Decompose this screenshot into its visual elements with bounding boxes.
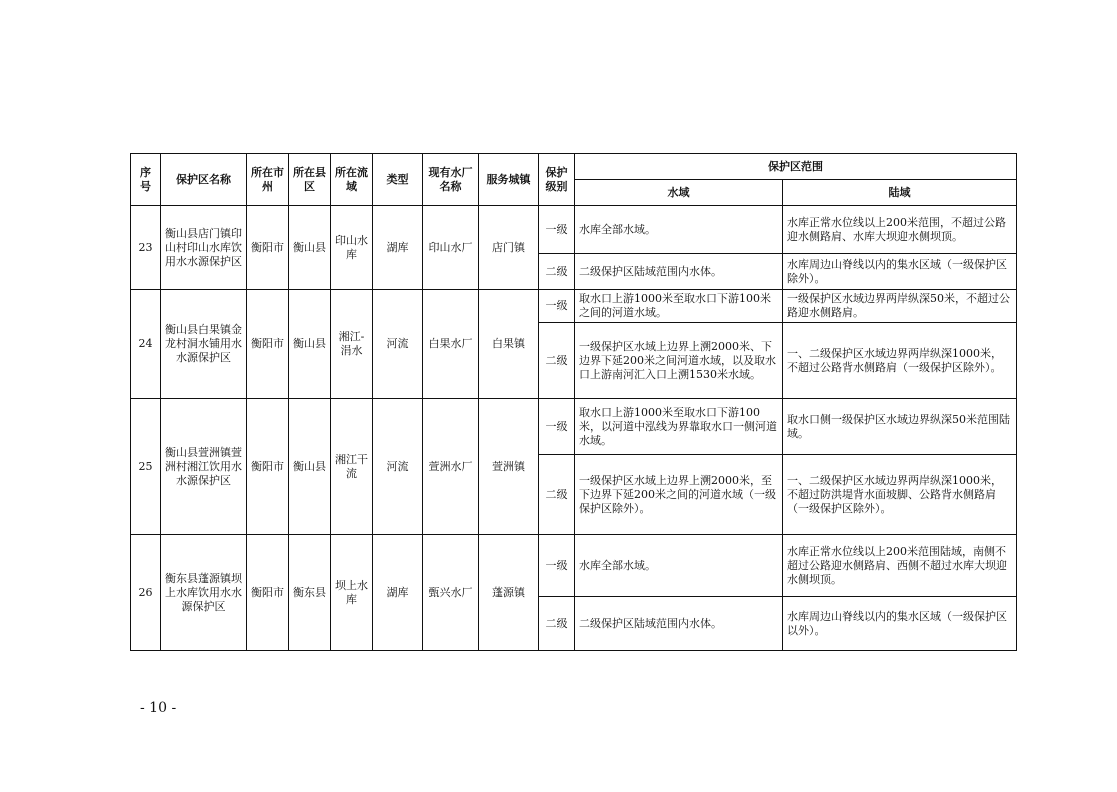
header-city: 所在市州 — [247, 154, 289, 206]
row-name: 衡东县蓬源镇坝上水库饮用水水源保护区 — [161, 535, 247, 651]
row-type: 河流 — [373, 290, 423, 399]
row-level: 一级 — [539, 290, 575, 323]
row-level: 二级 — [539, 597, 575, 651]
row-level: 二级 — [539, 455, 575, 535]
header-level: 保护级别 — [539, 154, 575, 206]
header-town: 服务城镇 — [479, 154, 539, 206]
row-water: 二级保护区陆域范围内水体。 — [575, 597, 783, 651]
row-level: 一级 — [539, 535, 575, 597]
row-land: 取水口侧一级保护区水域边界纵深50米范围陆域。 — [783, 399, 1017, 455]
header-name: 保护区名称 — [161, 154, 247, 206]
header-plant: 现有水厂名称 — [423, 154, 479, 206]
header-seq: 序号 — [131, 154, 161, 206]
header-water: 水域 — [575, 180, 783, 206]
table-row — [131, 399, 1017, 455]
row-plant: 甄兴水厂 — [423, 535, 479, 651]
header-type: 类型 — [373, 154, 423, 206]
row-basin: 湘江-涓水 — [331, 290, 373, 399]
header-county: 所在县区 — [289, 154, 331, 206]
row-county: 衡东县 — [289, 535, 331, 651]
row-seq: 24 — [131, 290, 161, 399]
row-land: 水库正常水位线以上200米范围，不超过公路迎水侧路肩、水库大坝迎水侧坝顶。 — [783, 206, 1017, 254]
row-basin: 印山水库 — [331, 206, 373, 290]
row-name: 衡山县店门镇印山村印山水库饮用水水源保护区 — [161, 206, 247, 290]
row-water: 一级保护区水域上边界上溯2000米，至下边界下延200米之间的河道水域（一级保护区除外）。 — [575, 455, 783, 535]
row-plant: 萱洲水厂 — [423, 399, 479, 535]
table-row — [131, 290, 1017, 323]
row-water: 取水口上游1000米至取水口下游100米，以河道中泓线为界靠取水口一侧河道水域。 — [575, 399, 783, 455]
row-land: 水库周边山脊线以内的集水区域（一级保护区以外）。 — [783, 597, 1017, 651]
row-county: 衡山县 — [289, 206, 331, 290]
row-county: 衡山县 — [289, 399, 331, 535]
table-row — [131, 206, 1017, 254]
header-range: 保护区范围 — [575, 154, 1017, 180]
row-plant: 白果水厂 — [423, 290, 479, 399]
row-water: 取水口上游1000米至取水口下游100米之间的河道水域。 — [575, 290, 783, 323]
header-land: 陆域 — [783, 180, 1017, 206]
protection-zone-table — [130, 153, 1017, 651]
row-land: 水库正常水位线以上200米范围陆域，南侧不超过公路迎水侧路肩、西侧不超过水库大坝迎水侧坝顶。 — [783, 535, 1017, 597]
row-level: 二级 — [539, 323, 575, 399]
row-type: 河流 — [373, 399, 423, 535]
row-town: 萱洲镇 — [479, 399, 539, 535]
header-basin: 所在流域 — [331, 154, 373, 206]
row-town: 蓬源镇 — [479, 535, 539, 651]
row-name: 衡山县萱洲镇萱洲村湘江饮用水水源保护区 — [161, 399, 247, 535]
row-type: 湖库 — [373, 535, 423, 651]
row-town: 白果镇 — [479, 290, 539, 399]
row-county: 衡山县 — [289, 290, 331, 399]
row-water: 水库全部水域。 — [575, 535, 783, 597]
row-water: 一级保护区水域上边界上溯2000米、下边界下延200米之间河道水域，以及取水口上游南河汇入口上溯1530米水域。 — [575, 323, 783, 399]
row-land: 一、二级保护区水域边界两岸纵深1000米，不超过防洪堤背水面坡脚、公路背水侧路肩（一级保护区除外）。 — [783, 455, 1017, 535]
page-number: - 10 - — [140, 700, 177, 716]
row-land: 一级保护区水域边界两岸纵深50米，不超过公路迎水侧路肩。 — [783, 290, 1017, 323]
row-city: 衡阳市 — [247, 535, 289, 651]
row-water: 二级保护区陆域范围内水体。 — [575, 254, 783, 290]
row-name: 衡山县白果镇金龙村洞水铺用水水源保护区 — [161, 290, 247, 399]
table-row — [131, 535, 1017, 597]
row-type: 湖库 — [373, 206, 423, 290]
row-level: 一级 — [539, 206, 575, 254]
row-level: 二级 — [539, 254, 575, 290]
row-water: 水库全部水域。 — [575, 206, 783, 254]
row-seq: 26 — [131, 535, 161, 651]
row-seq: 23 — [131, 206, 161, 290]
row-land: 水库周边山脊线以内的集水区域（一级保护区除外）。 — [783, 254, 1017, 290]
row-basin: 坝上水库 — [331, 535, 373, 651]
row-plant: 印山水厂 — [423, 206, 479, 290]
row-land: 一、二级保护区水域边界两岸纵深1000米，不超过公路背水侧路肩（一级保护区除外）。 — [783, 323, 1017, 399]
row-city: 衡阳市 — [247, 290, 289, 399]
row-town: 店门镇 — [479, 206, 539, 290]
row-city: 衡阳市 — [247, 206, 289, 290]
row-city: 衡阳市 — [247, 399, 289, 535]
row-seq: 25 — [131, 399, 161, 535]
row-basin: 湘江干流 — [331, 399, 373, 535]
row-level: 一级 — [539, 399, 575, 455]
